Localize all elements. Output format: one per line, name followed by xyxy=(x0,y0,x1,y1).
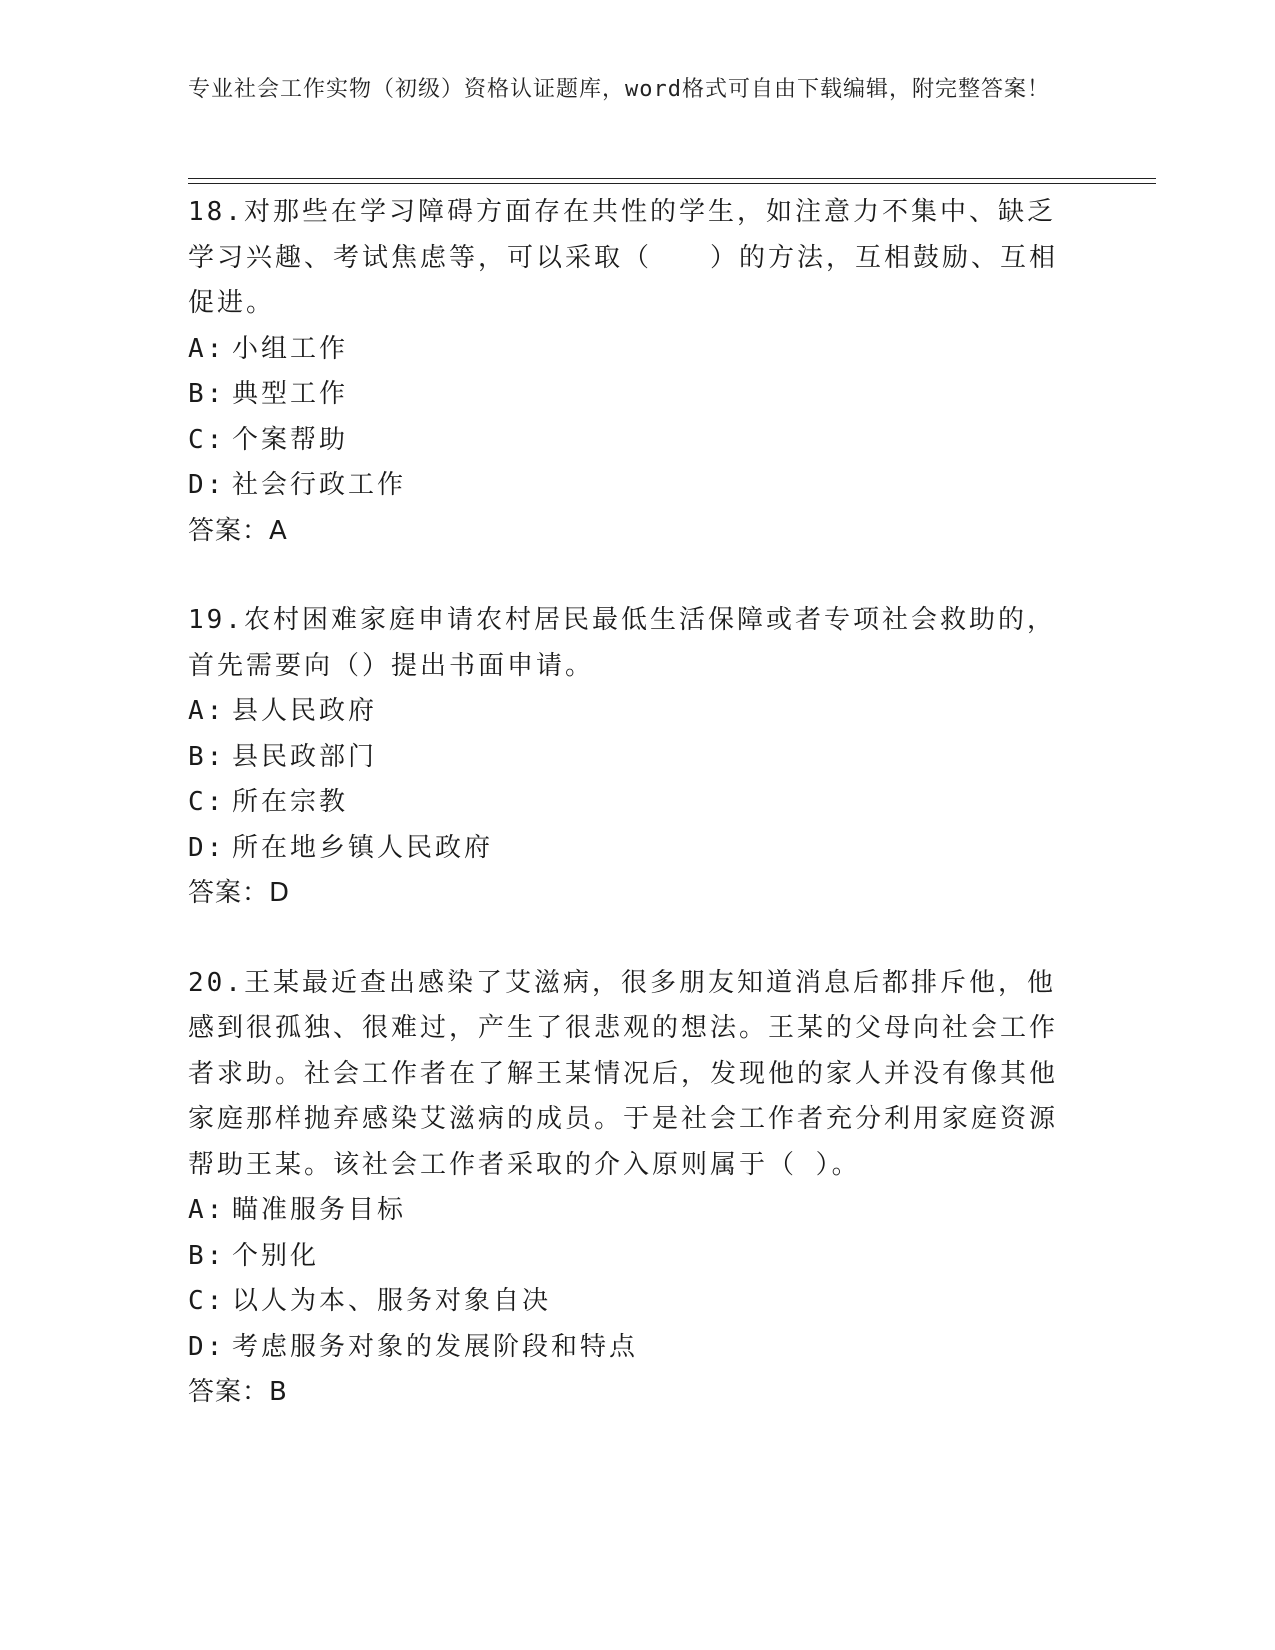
answer-line: 答案：D xyxy=(188,878,291,908)
question-spacer xyxy=(188,917,1088,961)
option-d xyxy=(188,826,1088,872)
option-text: 县民政部门 xyxy=(232,741,378,772)
option-d xyxy=(188,463,1088,509)
option-a xyxy=(188,327,1088,373)
option-text: 所在宗教 xyxy=(232,787,349,817)
option-label: B: xyxy=(188,1240,226,1271)
header-rule-top xyxy=(188,178,1156,179)
option-label: D: xyxy=(188,832,226,863)
option-b xyxy=(188,372,1088,418)
question-19 xyxy=(188,598,1088,917)
option-label: B: xyxy=(188,741,226,772)
answer-line: 答案：B xyxy=(188,1377,288,1407)
question-spacer xyxy=(188,554,1088,598)
option-text: 个案帮助 xyxy=(232,424,349,455)
question-list xyxy=(188,190,1088,1416)
question-20 xyxy=(188,961,1088,1416)
option-label: C: xyxy=(188,787,226,817)
option-label: C: xyxy=(188,1286,226,1316)
answer-line: 答案：A xyxy=(188,515,288,546)
option-text: 考虑服务对象的发展阶段和特点 xyxy=(232,1331,639,1362)
option-text: 以人为本、服务对象自决 xyxy=(232,1286,552,1316)
question-18 xyxy=(188,190,1088,554)
option-c xyxy=(188,418,1088,464)
question-stem: 20.王某最近查出感染了艾滋病，很多朋友知道消息后都排斥他，他感到很孤独、很难过，产生了很悲观的想法。王某的父母向社会工作者求助。社会工作者在了解王某情况后，发现他的家人并没有像其他家庭那样抛弃感染艾滋病的成员。于是社会工作者充分利用家庭资源帮助王某。该社会工作者采取的介入原则属于（ ）。 xyxy=(188,967,1059,1180)
option-label: D: xyxy=(188,1331,226,1362)
option-d xyxy=(188,1325,1088,1371)
option-c xyxy=(188,780,1088,826)
option-text: 社会行政工作 xyxy=(232,470,407,500)
option-text: 小组工作 xyxy=(232,333,349,364)
option-label: B: xyxy=(188,379,226,409)
option-a xyxy=(188,689,1088,735)
option-a xyxy=(188,1188,1088,1234)
option-text: 所在地乡镇人民政府 xyxy=(232,832,494,863)
option-c xyxy=(188,1279,1088,1325)
header-rule-bottom xyxy=(188,183,1156,184)
option-label: A: xyxy=(188,696,226,726)
option-text: 瞄准服务目标 xyxy=(232,1195,407,1225)
option-label: A: xyxy=(188,1195,226,1225)
option-text: 县人民政府 xyxy=(232,696,378,726)
question-stem: 19.农村困难家庭申请农村居民最低生活保障或者专项社会救助的，首先需要向（）提出书面申请。 xyxy=(188,605,1056,681)
option-text: 典型工作 xyxy=(232,379,349,409)
option-label: D: xyxy=(188,470,226,500)
document-header: 专业社会工作实物（初级）资格认证题库，word格式可自由下载编辑，附完整答案！ xyxy=(188,77,1050,102)
option-label: C: xyxy=(188,424,226,455)
option-b xyxy=(188,735,1088,781)
question-stem: 18.对那些在学习障碍方面存在共性的学生，如注意力不集中、缺乏学习兴趣、考试焦虑等，可以采取（ ）的方法，互相鼓励、互相促进。 xyxy=(188,197,1059,318)
option-b xyxy=(188,1234,1088,1280)
option-label: A: xyxy=(188,333,226,364)
option-text: 个别化 xyxy=(232,1240,320,1271)
